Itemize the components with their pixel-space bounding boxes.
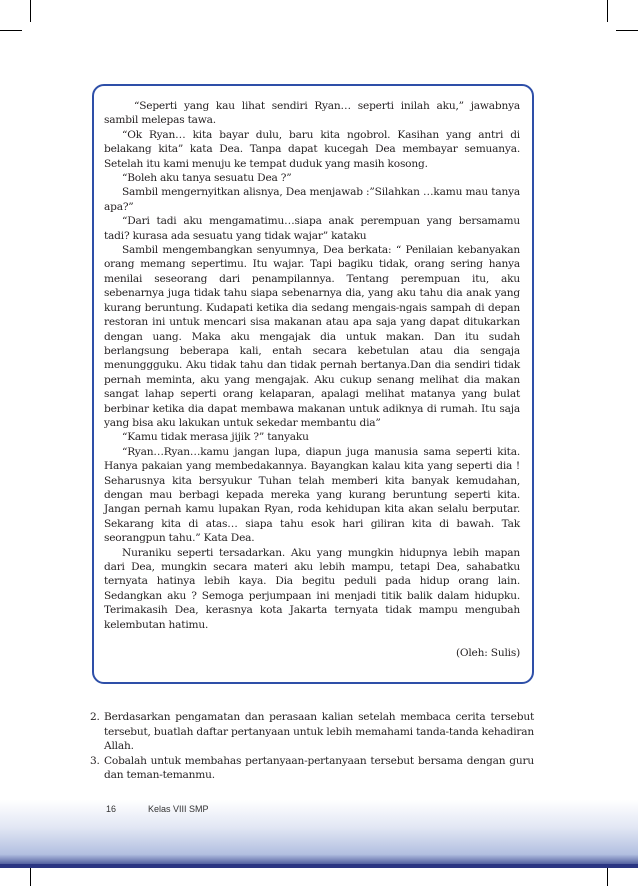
story-paragraph: Nuraniku seperti tersadarkan. Aku yang mungkin hidupnya lebih mapan dari Dea, mungkin secara materi aku lebih mampu, tetapi Dea, sahabatku ternyata hatinya lebih kaya. Dia begitu peduli pada hidup orang lain. Sedangkan aku ? Semoga perjumpaan ini menjadi titik balik dalam hidupku. Terimakasih Dea, kerasnya kota Jakarta ternyata tidak mampu mengubah kelembutan hatimu. [104,546,520,631]
story-paragraph: Sambil mengembangkan senyumnya, Dea berkata: “ Penilaian kebanyakan orang memang sepertimu. Itu wajar. Tapi bagiku tidak, orang sering hanya menilai seseorang dari penampilannya. Tentang perempuan itu, aku sebenarnya juga tidak tahu siapa sebenarnya dia, yang aku tahu dia anak yang kurang beruntung. Kudapati ketika dia sedang mengais-ngais sampah di depan restoran ini untuk mencari sisa makanan atau apa saja yang dapat ditukarkan dengan uang. Maka aku mengajak dia untuk makan. Dan itu sudah berlangsung beberapa kali, entah secara kebetulan atau dia sengaja menunggguku. Aku tidak tahu dan tidak pernah bertanya.Dan dia sendiri tidak pernah meminta, aku yang mengajak. Aku cukup senang melihat dia makan sangat lahap seperti orang kelaparan, apalagi melihat matanya yang bulat berbinar ketika dia dapat membawa makanan untuk adiknya di rumah. Itu saja yang bisa aku lakukan untuk sekedar membantu dia” [104,244,520,429]
story-paragraph: “Ryan…Ryan…kamu jangan lupa, diapun juga manusia sama seperti kita. Hanya pakaian yang membedakannya. Bayangkan kalau kita yang seperti dia ! Seharusnya kita bersyukur Tuhan telah memberi kita banyak kemudahan, dengan mau berbagi kepada mereka yang kurang beruntung seperti kita. Jangan pernah kamu lupakan Ryan, roda kehidupan kita akan selalu berputar. Sekarang kita di atas… siapa tahu esok hari giliran kita di bawah. Tak seorangpun tahu.” Kata Dea. [104,445,520,545]
story-box [92,84,534,684]
story-author: (Oleh: Sulis) [455,647,520,660]
page-number: 16 [106,804,117,814]
story-paragraph: Sambil mengernyitkan alisnya, Dea menjawab :”Silahkan …kamu mau tanya apa?” [104,186,520,213]
book-title: Kelas VIII SMP [148,804,209,814]
crop-mark [0,30,22,31]
question-text: Berdasarkan pengamatan dan perasaan kalian setelah membaca cerita tersebut tersebut, buatlah daftar pertanyaan untuk lebih memahami tanda-tanda kehadiran Allah. [104,711,534,753]
story-paragraph: “Boleh aku tanya sesuatu Dea ?” [122,172,292,185]
story-paragraph: “Ok Ryan… kita bayar dulu, baru kita ngobrol. Kasihan yang antri di belakang kita” kata Dea. Tanpa dapat kucegah Dea membayar semuanya. Setelah itu kami menuju ke tempat duduk yang masih kosong. [104,128,520,170]
story-paragraph: “Kamu tidak merasa jijik ?” tanyaku [122,431,309,444]
footer-line [0,864,638,868]
question-item [90,710,534,754]
question-list [90,710,534,783]
question-number: 3. [90,754,100,767]
crop-mark [30,0,31,22]
crop-mark [616,30,638,31]
story-paragraph: “Dari tadi aku mengamatimu…siapa anak perempuan yang bersamamu tadi? kurasa ada sesuatu yang tidak wajar” kataku [104,215,520,242]
crop-mark [607,0,608,22]
footer-band [0,800,638,868]
story-paragraph: “Seperti yang kau lihat sendiri Ryan… seperti inilah aku,” jawabnya sambil melepas tawa. [104,100,520,127]
question-number: 2. [90,711,100,723]
question-text: Cobalah untuk membahas pertanyaan-pertanyaan tersebut bersama dengan guru dan teman-temanmu. [104,754,534,782]
question-item [90,754,534,783]
